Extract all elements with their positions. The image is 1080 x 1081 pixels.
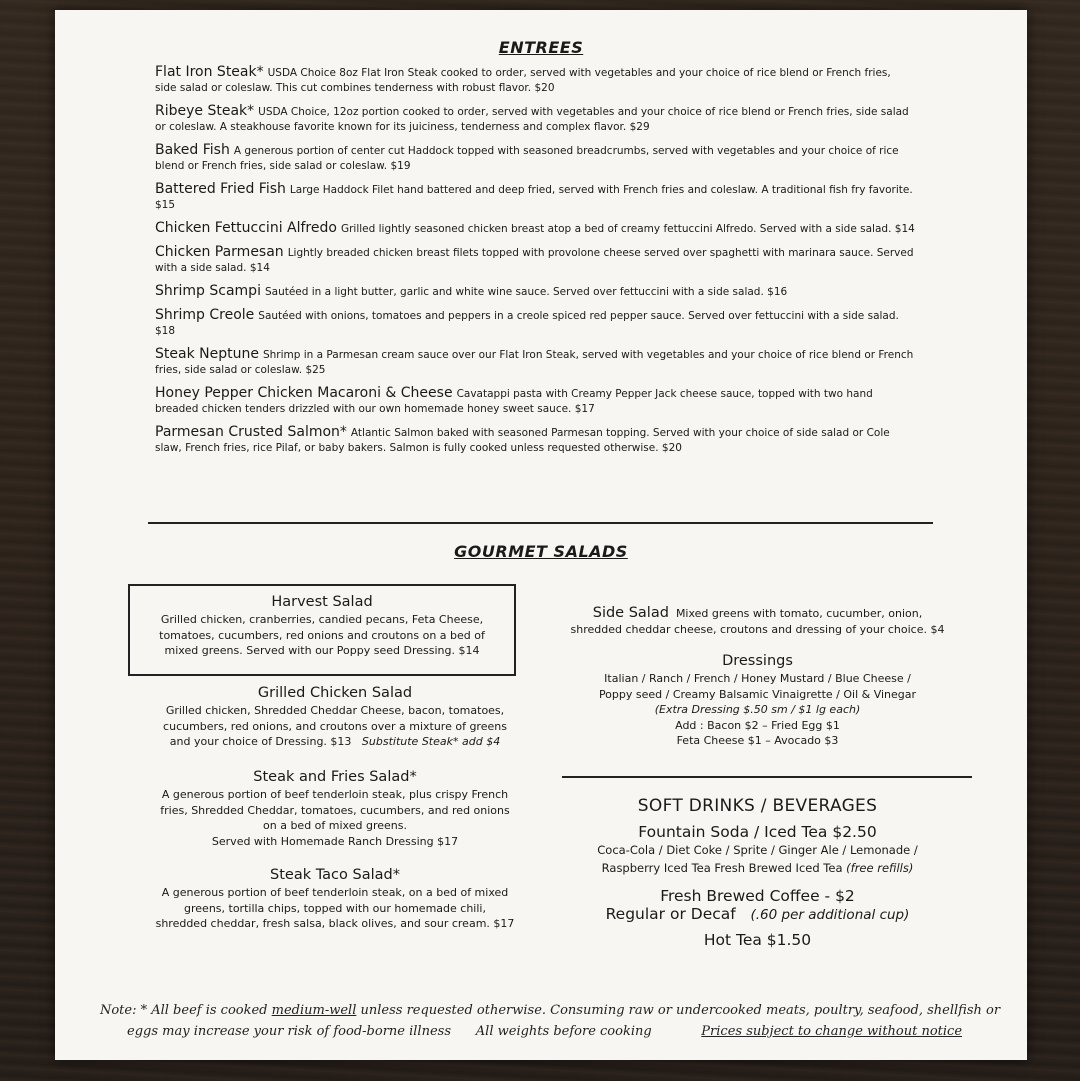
grilled-chicken-salad: [100, 685, 570, 750]
entree-desc: Sautéed in a light butter, garlic and white wine sauce. Served over fettuccini with a side salad.: [264, 286, 764, 298]
steak-fries-desc-2: fries, Shredded Cheddar, tomatoes, cucumbers, and red onions: [160, 803, 510, 817]
entree-price: $15: [155, 199, 176, 211]
harvest-salad-box: [128, 584, 516, 676]
grilled-salad-desc-1: Grilled chicken, Shredded Cheddar Cheese, bacon, tomatoes,: [165, 704, 505, 717]
soda-list-1: Coca-Cola / Diet Coke / Sprite / Ginger Ale / Lemonade /: [597, 843, 918, 857]
weights-note: All weights before cooking: [475, 1024, 652, 1039]
drinks-divider: [562, 776, 972, 778]
entree-name: Shrimp Creole: [155, 307, 255, 323]
steak-fries-title: Steak and Fries Salad*: [253, 769, 417, 785]
entree-name: Shrimp Scampi: [155, 283, 261, 299]
entree-item: [155, 245, 915, 276]
harvest-salad-title: Harvest Salad: [271, 594, 373, 610]
harvest-salad-desc-2: tomatoes, cucumbers, red onions and croutons on a bed of: [159, 628, 485, 642]
soda-list-2: Raspberry Iced Tea Fresh Brewed Iced Tea: [601, 861, 843, 875]
entree-item: [155, 104, 915, 135]
side-salad: [535, 606, 980, 637]
entree-desc: Atlantic Salmon baked with seasoned Parmesan topping. Served with your choice of side salad or Cole slaw, French fries, rice Pilaf, or baby bakers. Salmon is fully cooked unless requested otherwise.: [155, 427, 890, 454]
taco-salad-desc-2: greens, tortilla chips, topped with our homemade chili,: [184, 901, 486, 915]
entree-desc: Large Haddock Filet hand battered and deep fried, served with French fries and coleslaw. A traditional fish fry favorite.: [289, 184, 913, 196]
entree-item: [155, 308, 915, 339]
entree-price: $16: [767, 286, 788, 298]
free-refills: (free refills): [846, 861, 914, 875]
entree-name: Flat Iron Steak*: [155, 64, 264, 80]
menu-page: [55, 10, 1027, 1060]
entree-price: $25: [305, 364, 326, 376]
side-salad-title: Side Salad: [592, 605, 669, 621]
coffee: Fresh Brewed Coffee - $2: [660, 887, 855, 905]
addons-2: Feta Cheese $1 – Avocado $3: [676, 734, 839, 747]
steak-taco-salad: [100, 867, 570, 932]
entree-desc: USDA Choice 8oz Flat Iron Steak cooked to order, served with vegetables and your choice of rice blend or French fries, side salad or coleslaw. This cut combines tenderness with robust flavor.: [155, 67, 891, 94]
entree-name: Parmesan Crusted Salmon*: [155, 424, 347, 440]
entree-item: [155, 221, 915, 237]
prices-note: Prices subject to change without notice: [701, 1024, 963, 1039]
drinks-title: SOFT DRINKS / BEVERAGES: [637, 796, 878, 816]
entree-name: Steak Neptune: [155, 346, 259, 362]
entree-name: Ribeye Steak*: [155, 103, 255, 119]
entree-desc: A generous portion of center cut Haddock topped with seasoned breadcrumbs, served with vegetables and your choice of rice blend or French fries, side salad or coleslaw.: [155, 145, 899, 172]
coffee-refill-note: (.60 per additional cup): [750, 907, 910, 923]
steak-fries-salad: [100, 769, 570, 849]
entree-desc: Sautéed with onions, tomatoes and peppers in a creole spiced red pepper sauce. Served over fettuccini with a side salad.: [258, 310, 899, 322]
entree-price: $20: [534, 82, 555, 94]
footer-note: Note: * All beef is cooked medium-well unless requested otherwise. Consuming raw or undercooked meats, poultry, seafood, shellfish or eggs may increase your risk of food-borne illness All weights before cooking Prices subject to change without notice: [99, 1003, 1001, 1039]
dressings-list-1: Italian / Ranch / French / Honey Mustard / Blue Cheese /: [604, 672, 911, 685]
beverages: [535, 796, 980, 949]
entree-desc: Cavatappi pasta with Creamy Pepper Jack cheese sauce, topped with two hand breaded chicken tenders drizzled with our own homemade honey sweet sauce.: [155, 388, 873, 415]
entree-price: $18: [155, 325, 176, 337]
extra-dressing-note: (Extra Dressing $.50 sm / $1 lg each): [654, 703, 861, 716]
entree-price: $14: [894, 223, 915, 235]
addons-1: Add : Bacon $2 – Fried Egg $1: [675, 718, 840, 732]
entree-price: $19: [390, 160, 411, 172]
entree-price: $20: [661, 442, 682, 454]
entree-desc: Grilled lightly seasoned chicken breast atop a bed of creamy fettuccini Alfredo. Served with a side salad.: [340, 223, 892, 235]
entrees-title: ENTREES: [498, 38, 584, 57]
dressings: [535, 653, 980, 749]
grilled-salad-title: Grilled Chicken Salad: [257, 685, 413, 701]
coffee-type: Regular or Decaf: [605, 905, 736, 923]
dressings-list-2: Poppy seed / Creamy Balsamic Vinaigrette / Oil & Vinegar: [598, 687, 917, 701]
side-salad-desc-2: shredded cheddar cheese, croutons and dressing of your choice. $4: [570, 622, 945, 636]
grilled-salad-desc-3: and your choice of Dressing. $13 Substitute Steak* add $4: [169, 735, 501, 748]
entree-name: Baked Fish: [155, 142, 230, 158]
medium-well-text: medium-well: [271, 1003, 357, 1018]
entree-item: [155, 425, 915, 456]
entree-desc: USDA Choice, 12oz portion cooked to order, served with vegetables and your choice of rice blend or French fries, side salad or coleslaw. A steakhouse favorite known for its juiciness, tenderness and complex flavor.: [155, 106, 909, 133]
steak-fries-desc-3: on a bed of mixed greens.: [263, 819, 407, 832]
entree-name: Chicken Parmesan: [155, 244, 284, 260]
health-warning: eggs may increase your risk of food-borne illness: [127, 1024, 451, 1039]
fountain-soda: Fountain Soda / Iced Tea $2.50: [638, 823, 877, 841]
taco-salad-desc-3: shredded cheddar, fresh salsa, black olives, and sour cream. $17: [155, 917, 515, 930]
taco-salad-title: Steak Taco Salad*: [270, 867, 400, 883]
entree-price: $29: [629, 121, 650, 133]
entree-item: [155, 143, 915, 174]
entree-name: Battered Fried Fish: [155, 181, 286, 197]
entree-item: [155, 386, 915, 417]
entree-item: [155, 182, 915, 213]
entree-item: [155, 284, 915, 300]
salads-title: GOURMET SALADS: [454, 542, 628, 561]
grilled-salad-desc-2: cucumbers, red onions, and croutons over a mixture of greens: [163, 719, 507, 733]
entree-name: Chicken Fettuccini Alfredo: [155, 220, 337, 236]
taco-salad-desc-1: A generous portion of beef tenderloin steak, on a bed of mixed: [161, 886, 509, 899]
entree-desc: Shrimp in a Parmesan cream sauce over our Flat Iron Steak, served with vegetables and your choice of rice blend or French fries, side salad or coleslaw.: [155, 349, 914, 376]
side-salad-desc-1: Mixed greens with tomato, cucumber, onion,: [675, 607, 923, 620]
entree-item: [155, 347, 915, 378]
substitute-steak-note: Substitute Steak* add $4: [361, 735, 501, 748]
steak-fries-desc-1: A generous portion of beef tenderloin steak, plus crispy French: [161, 788, 509, 801]
entree-name: Honey Pepper Chicken Macaroni & Cheese: [155, 385, 453, 401]
section-divider: [148, 522, 933, 524]
entree-price: $17: [574, 403, 595, 415]
harvest-salad-desc-3: mixed greens. Served with our Poppy seed Dressing. $14: [164, 644, 480, 657]
entree-desc: Lightly breaded chicken breast filets topped with provolone cheese served over spaghetti with marinara sauce. Served with a side salad.: [155, 247, 914, 274]
hot-tea: Hot Tea $1.50: [703, 931, 812, 949]
dressings-title: Dressings: [722, 653, 793, 669]
entrees-list: [155, 65, 915, 464]
entree-item: [155, 65, 915, 96]
steak-fries-desc-4: Served with Homemade Ranch Dressing $17: [211, 834, 459, 848]
harvest-salad-desc-1: Grilled chicken, cranberries, candied pecans, Feta Cheese,: [160, 613, 484, 626]
entree-price: $14: [249, 262, 270, 274]
